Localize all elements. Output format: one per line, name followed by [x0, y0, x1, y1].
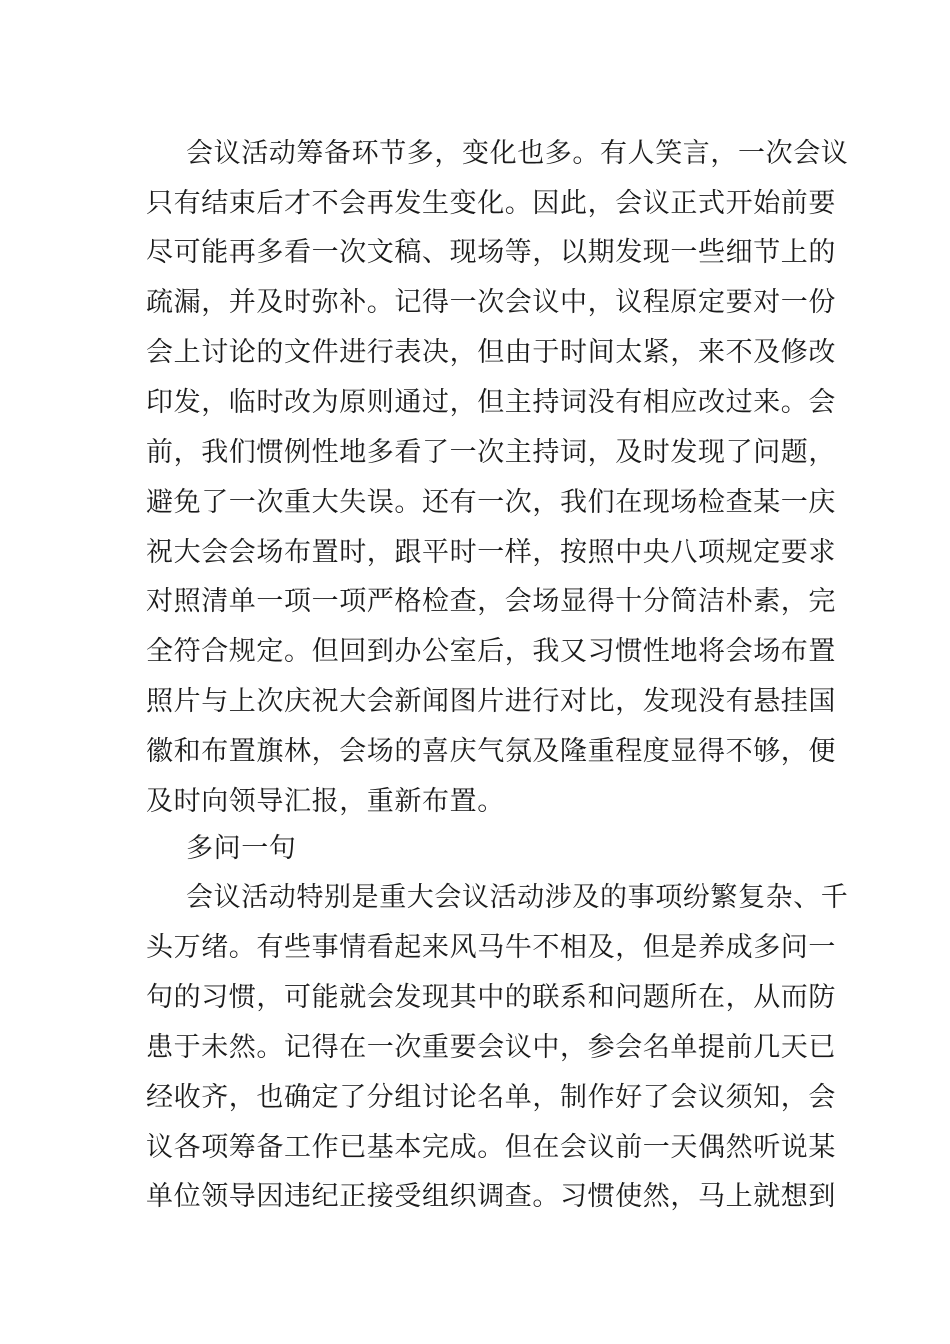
paragraph1-line-7: 前，我们惯例性地多看了一次主持词，及时发现了问题， [146, 437, 836, 468]
paragraph1-line-5: 会上讨论的文件进行表决，但由于时间太紧，来不及修改 [146, 337, 836, 368]
paragraph2-line-6: 议各项筹备工作已基本完成。但在会议前一天偶然听说某 [146, 1132, 836, 1163]
paragraph1-line-6: 印发，临时改为原则通过，但主持词没有相应改过来。会 [146, 387, 836, 418]
paragraph2-line-5: 经收齐，也确定了分组讨论名单，制作好了会议须知，会 [146, 1082, 836, 1113]
paragraph1-line-9: 祝大会会场布置时，跟平时一样，按照中央八项规定要求 [146, 537, 836, 568]
paragraph1-line-12: 照片与上次庆祝大会新闻图片进行对比，发现没有悬挂国 [146, 686, 836, 717]
paragraph1-line-8: 避免了一次重大失误。还有一次，我们在现场检查某一庆 [146, 487, 836, 518]
paragraph1-line-14: 及时向领导汇报，重新布置。 [146, 786, 505, 817]
paragraph2-line-2: 头万绪。有些事情看起来风马牛不相及，但是养成多问一 [146, 932, 836, 963]
paragraph1-line-11: 全符合规定。但回到办公室后，我又习惯性地将会场布置 [146, 636, 836, 667]
paragraph1-line-10: 对照清单一项一项严格检查，会场显得十分简洁朴素，完 [146, 586, 836, 617]
paragraph1-line-13: 徽和布置旗林，会场的喜庆气氛及隆重程度显得不够，便 [146, 736, 836, 767]
paragraph2-line-3: 句的习惯，可能就会发现其中的联系和问题所在，从而防 [146, 982, 836, 1013]
paragraph1-line-1: 会议活动筹备环节多，变化也多。有人笑言，一次会议 [186, 138, 849, 169]
section-heading: 多问一句 [186, 833, 297, 864]
paragraph1-line-2: 只有结束后才不会再发生变化。因此，会议正式开始前要 [146, 188, 836, 219]
paragraph2-line-1: 会议活动特别是重大会议活动涉及的事项纷繁复杂、千 [186, 882, 849, 913]
paragraph1-line-4: 疏漏，并及时弥补。记得一次会议中，议程原定要对一份 [146, 287, 836, 318]
paragraph2-line-4: 患于未然。记得在一次重要会议中，参会名单提前几天已 [146, 1032, 836, 1063]
paragraph2-line-7: 单位领导因违纪正接受组织调查。习惯使然，马上就想到 [146, 1181, 836, 1212]
paragraph1-line-3: 尽可能再多看一次文稿、现场等，以期发现一些细节上的 [146, 237, 836, 268]
